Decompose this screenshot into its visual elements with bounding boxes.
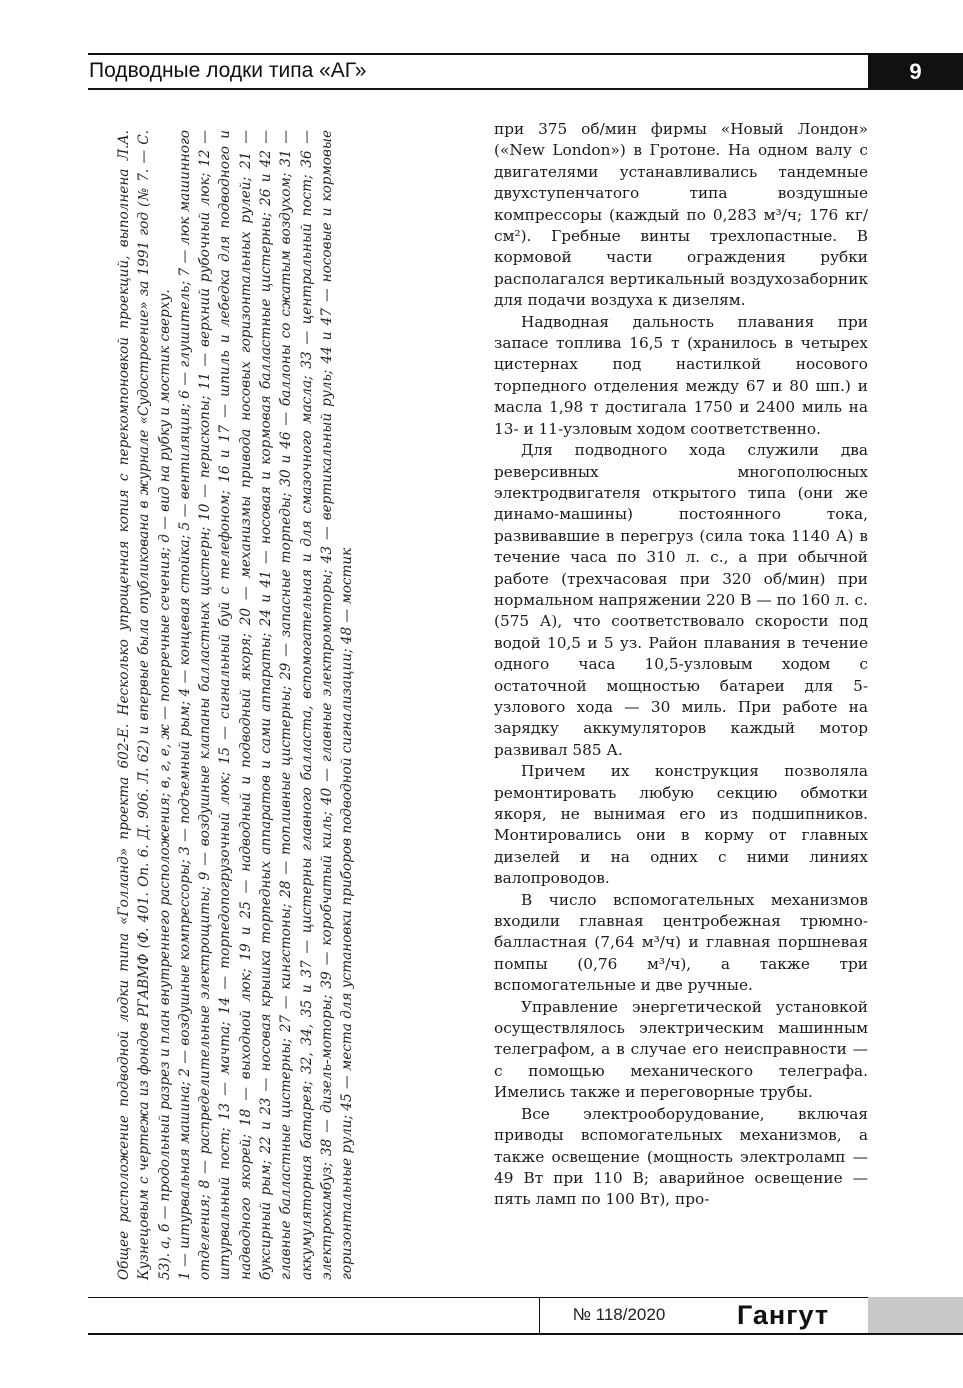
header-rule-bottom	[88, 88, 963, 90]
paragraph: Все электрооборудование, включая приводы вспомогательных механизмов, а также освещение (мощность электроламп — 49 Вт при 110 В; аварийное освещение — пять ламп по 100 Вт), про-	[494, 1104, 868, 1209]
caption-legend: 1 — штурвальная машина; 2 — воздушные компрессоры; 3 — подъемный рым; 4 — концевая стойка; 5 — вентиляция; 6 — глушитель; 7 — люк машинного отделения; 8 — распределительные электрощиты; 9 — воздушные клапаны балластных цистерн; 10 — перископы; 11 — верхний рубочный люк; 12 — штурвальный пост; 13 — мачта; 14 — торпедопогрузочный люк; 15 — сигнальный буй с телефоном; 16 и 17 — шпиль и лебедка для подводного и надводного якорей; 18 — выходной люк; 19 и 25 — надводный и подводный якоря; 20 — механизмы привода носовых горизонтальных рулей; 21 — буксирный рым; 22 и 23 — носовая крышка торпедных аппаратов и сами аппараты; 24 и 41 — носовая и кормовая балластные цистерны; 26 и 42 — главные балластные цистерны; 27 — кингстоны; 28 — топливные цистерны; 29 — запасные торпеды; 30 и 46 — баллоны со сжатым воздухом; 31 — аккумуляторная батарея; 32, 34, 35 и 37 — цистерны главного балласта, вспомогательная и для смазочного масла; 33 — центральный пост; 36 — электрокамбуз; 38 — дизель-моторы; 39 — коробчатый киль; 40 — главные электромоторы; 43 — вертикальный руль; 44 и 47 — носовые и кормовые горизонтальные рули; 45 — места для установки приборов подводной сигнализации; 48 — мостик	[176, 130, 356, 1280]
footer-rule-bottom	[88, 1333, 963, 1335]
running-title: Подводные лодки типа «АГ»	[89, 59, 367, 82]
header-rule-top	[88, 53, 963, 55]
footer-gray-block	[868, 1297, 963, 1333]
paragraph: Управление энергетической установкой осуществлялось электрическим машинным телеграфом, а в случае его неисправности — с помощью механического телеграфа. Имелись также и переговорные трубы.	[494, 997, 868, 1102]
paragraph: Для подводного хода служили два реверсивных многополюсных электродвигателя открытого типа (они же динамо-машины) постоянного тока, развивавшие в перегруз (сила тока 1140 А) в течение часа по 310 л. с., а при обычной работе (трехчасовая при 320 об/мин) при нормальном напряжении 220 В — по 160 л. с. (575 А), что соответствовало скорости под водой 10,5 и 5 уз. Район плавания в течение одного часа 10,5-узловым ходом с остаточной мощностью батареи для 5-узлового хода — 30 миль. При работе на зарядку аккумуляторов каждый мотор развивал 585 А.	[494, 441, 868, 759]
paragraph: Причем их конструкция позволяла ремонтировать любую секцию обмотки якоря, не вынимая его из подшипников. Монтировались они в корму от главных дизелей и на одних с ними линиях валопроводов.	[494, 762, 868, 888]
paragraph: Надводная дальность плавания при запасе топлива 16,5 т (хранилось в четырех цистернах под настилкой носового торпедного отделения между 67 и 80 шп.) и масла 1,98 т достигала 1750 и 2400 миль на 13- и 11-узловым ходом соответственно.	[494, 312, 868, 438]
article-text-column	[494, 119, 868, 1211]
figure-caption	[114, 130, 414, 1280]
caption-intro: Общее расположение подводной лодки типа «Голланд» проекта 602-Е. Несколько упрощенная копия с перекомпоновкой проекций, выполнена Л.А. Кузнецовым с чертежа из фондов РГАВМФ (Ф. 401. Оп. 6. Д. 906. Л. 62) и впервые была опубликована в журнале «Судостроение» за 1991 год (№ 7. — С. 53). а, б — продольный разрез и план внутреннего расположения; в, г, е, ж — поперечные сечения; д — вид на рубку и мостик сверху.	[116, 130, 173, 1280]
page-number: 9	[868, 54, 963, 90]
magazine-logo: Гангут	[736, 1299, 830, 1330]
issue-number: № 118/2020	[572, 1305, 666, 1324]
paragraph: В число вспомогательных механизмов входили главная центробежная трюмно-балластная (7,64 м³/ч) и главная поршневая помпы (0,76 м³/ч), а также три вспомогательные и две ручные.	[494, 890, 868, 995]
paragraph: при 375 об/мин фирмы «Новый Лондон» («New London») в Гротоне. На одном валу с двигателями устанавливались тандемные двухступенчатого типа воздушные компрессоры (каждый по 0,283 м³/ч; 176 кг/см²). Гребные винты трехлопастные. В кормовой части ограждения рубки располагался вертикальный воздухозаборник для подачи воздуха к дизелям.	[494, 120, 868, 310]
